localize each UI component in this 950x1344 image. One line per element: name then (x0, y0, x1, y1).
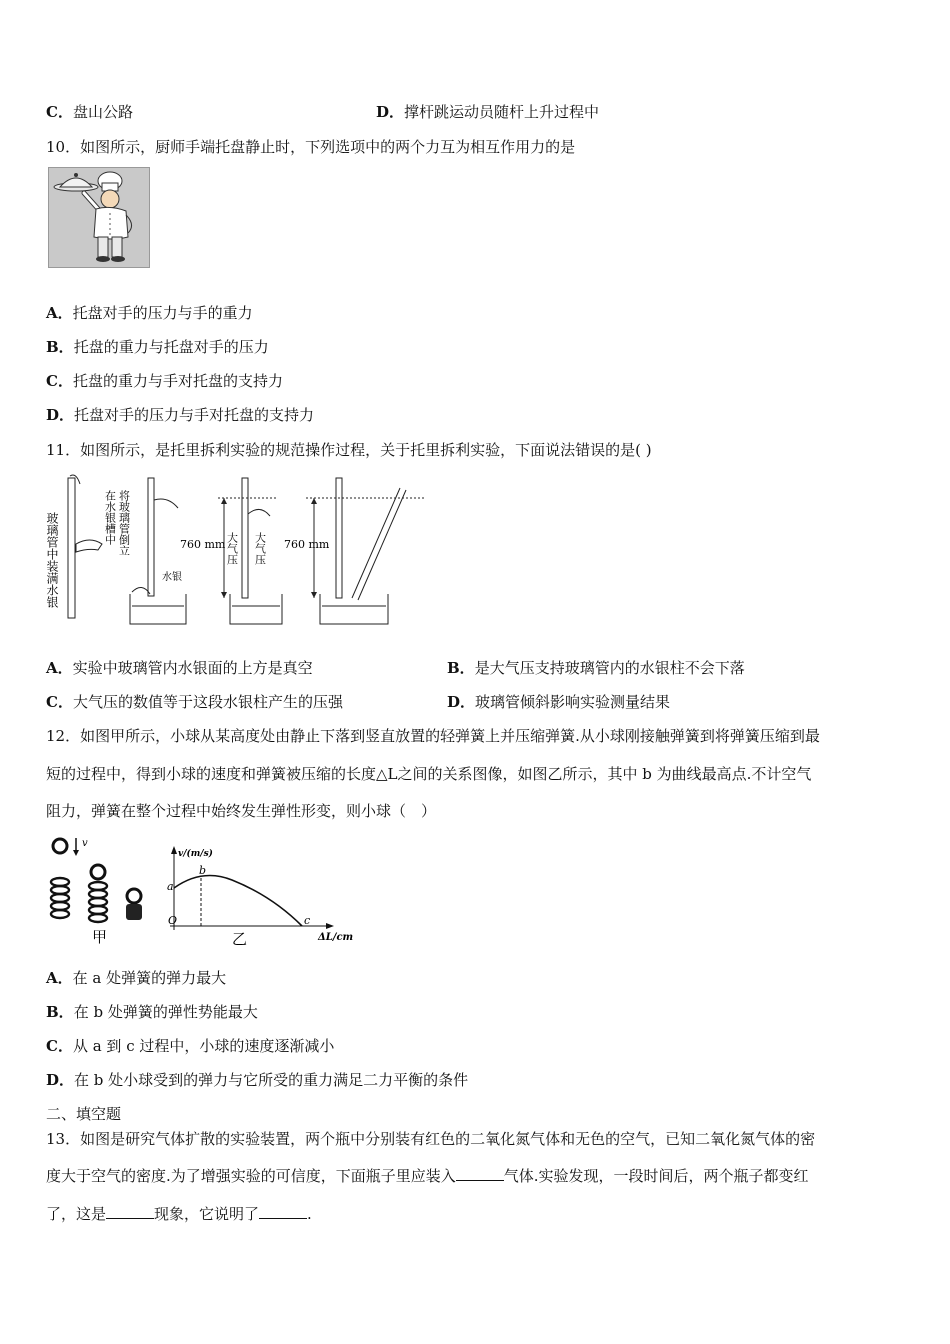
label-jia: 甲 (92, 928, 108, 946)
q9-option-d: D．撑杆跳运动员随杆上升过程中 (376, 103, 600, 121)
label-invert-2: 将玻璃管倒立 (117, 490, 131, 556)
q10-option-b: B．托盘的重力与托盘对手的压力 (46, 338, 269, 356)
point-c: c (304, 914, 311, 927)
q12-stem-line-2: 短的过程中，得到小球的速度和弹簧被压缩的长度△L之间的关系图像，如图乙所示，其中 b 为曲线最高点.不计空气 (46, 765, 812, 783)
q9-option-c: C．盘山公路 (46, 103, 133, 121)
blank-3[interactable] (259, 1204, 307, 1219)
height-label-1: 760 mm (180, 538, 226, 551)
q10-option-a: A．托盘对手的压力与手的重力 (46, 304, 253, 322)
height-label-2: 760 mm (284, 538, 330, 551)
velocity-label: v (82, 838, 88, 849)
q12-option-a: A．在 a 处弹簧的弹力最大 (46, 969, 227, 987)
velocity-curve (174, 876, 302, 927)
q12-option-d: D．在 b 处小球受到的弹力与它所受的重力满足二力平衡的条件 (46, 1071, 469, 1089)
x-axis-label: ΔL/cm (318, 932, 354, 943)
q12-stem-line-3: 阻力，弹簧在整个过程中始终发生弹性形变，则小球（ ） (46, 802, 437, 820)
blank-2[interactable] (106, 1204, 154, 1219)
pressure-label-2: 大气压 (253, 532, 267, 565)
label-yi: 乙 (232, 930, 248, 948)
origin-label: O (168, 914, 178, 927)
q10-option-d: D．托盘对手的压力与手对托盘的支持力 (46, 406, 315, 424)
q11-option-c: C．大气压的数值等于这段水银柱产生的压强 (46, 693, 343, 711)
q11-option-d: D．玻璃管倾斜影响实验测量结果 (447, 693, 671, 711)
pressure-label-1: 大气压 (225, 532, 239, 565)
q13-line-2: 度大于空气的密度.为了增强实验的可信度，下面瓶子里应装入 气体.实验发现，一段时间后，两个瓶子都变红 (46, 1167, 809, 1185)
blank-1[interactable] (456, 1166, 504, 1181)
q11-option-a: A．实验中玻璃管内水银面的上方是真空 (46, 659, 313, 677)
spring-graph-figure (46, 834, 366, 950)
section-title-fill-blank: 二、填空题 (46, 1105, 122, 1123)
q12-stem-line-1: 12．如图甲所示，小球从某高度处由静止下落到竖直放置的轻弹簧上并压缩弹簧.从小球刚接触弹簧到将弹簧压缩到最 (46, 727, 820, 745)
label-mercury: 水银 (162, 572, 182, 583)
q13-line-3: 了，这是 现象，它说明了 . (46, 1205, 312, 1223)
label-invert-1: 在水银槽中 (103, 490, 117, 545)
q11-option-b: B．是大气压支持玻璃管内的水银柱不会下落 (447, 659, 745, 677)
q11-stem: 11．如图所示，是托里拆利实验的规范操作过程，关于托里拆利实验，下面说法错误的是( ) (46, 441, 652, 459)
q12-option-b: B．在 b 处弹簧的弹性势能最大 (46, 1003, 258, 1021)
q12-option-c: C．从 a 到 c 过程中，小球的速度逐渐减小 (46, 1037, 335, 1055)
q10-stem: 10．如图所示，厨师手端托盘静止时，下列选项中的两个力互为相互作用力的是 (46, 138, 576, 156)
label-fill-tube: 玻璃管中装满水银 (46, 512, 59, 608)
torricelli-figure (46, 474, 426, 636)
spring-2 (89, 882, 107, 922)
spring-1 (51, 878, 69, 918)
chef-illustration (48, 167, 150, 268)
point-a: a (167, 880, 174, 893)
point-b: b (199, 864, 207, 877)
y-axis-label: v/(m/s) (178, 849, 213, 859)
q13-line-1: 13．如图是研究气体扩散的实验装置，两个瓶中分别装有红色的二氧化氮气体和无色的空气，已知二氧化氮气体的密 (46, 1130, 816, 1148)
q10-option-c: C．托盘的重力与手对托盘的支持力 (46, 372, 283, 390)
